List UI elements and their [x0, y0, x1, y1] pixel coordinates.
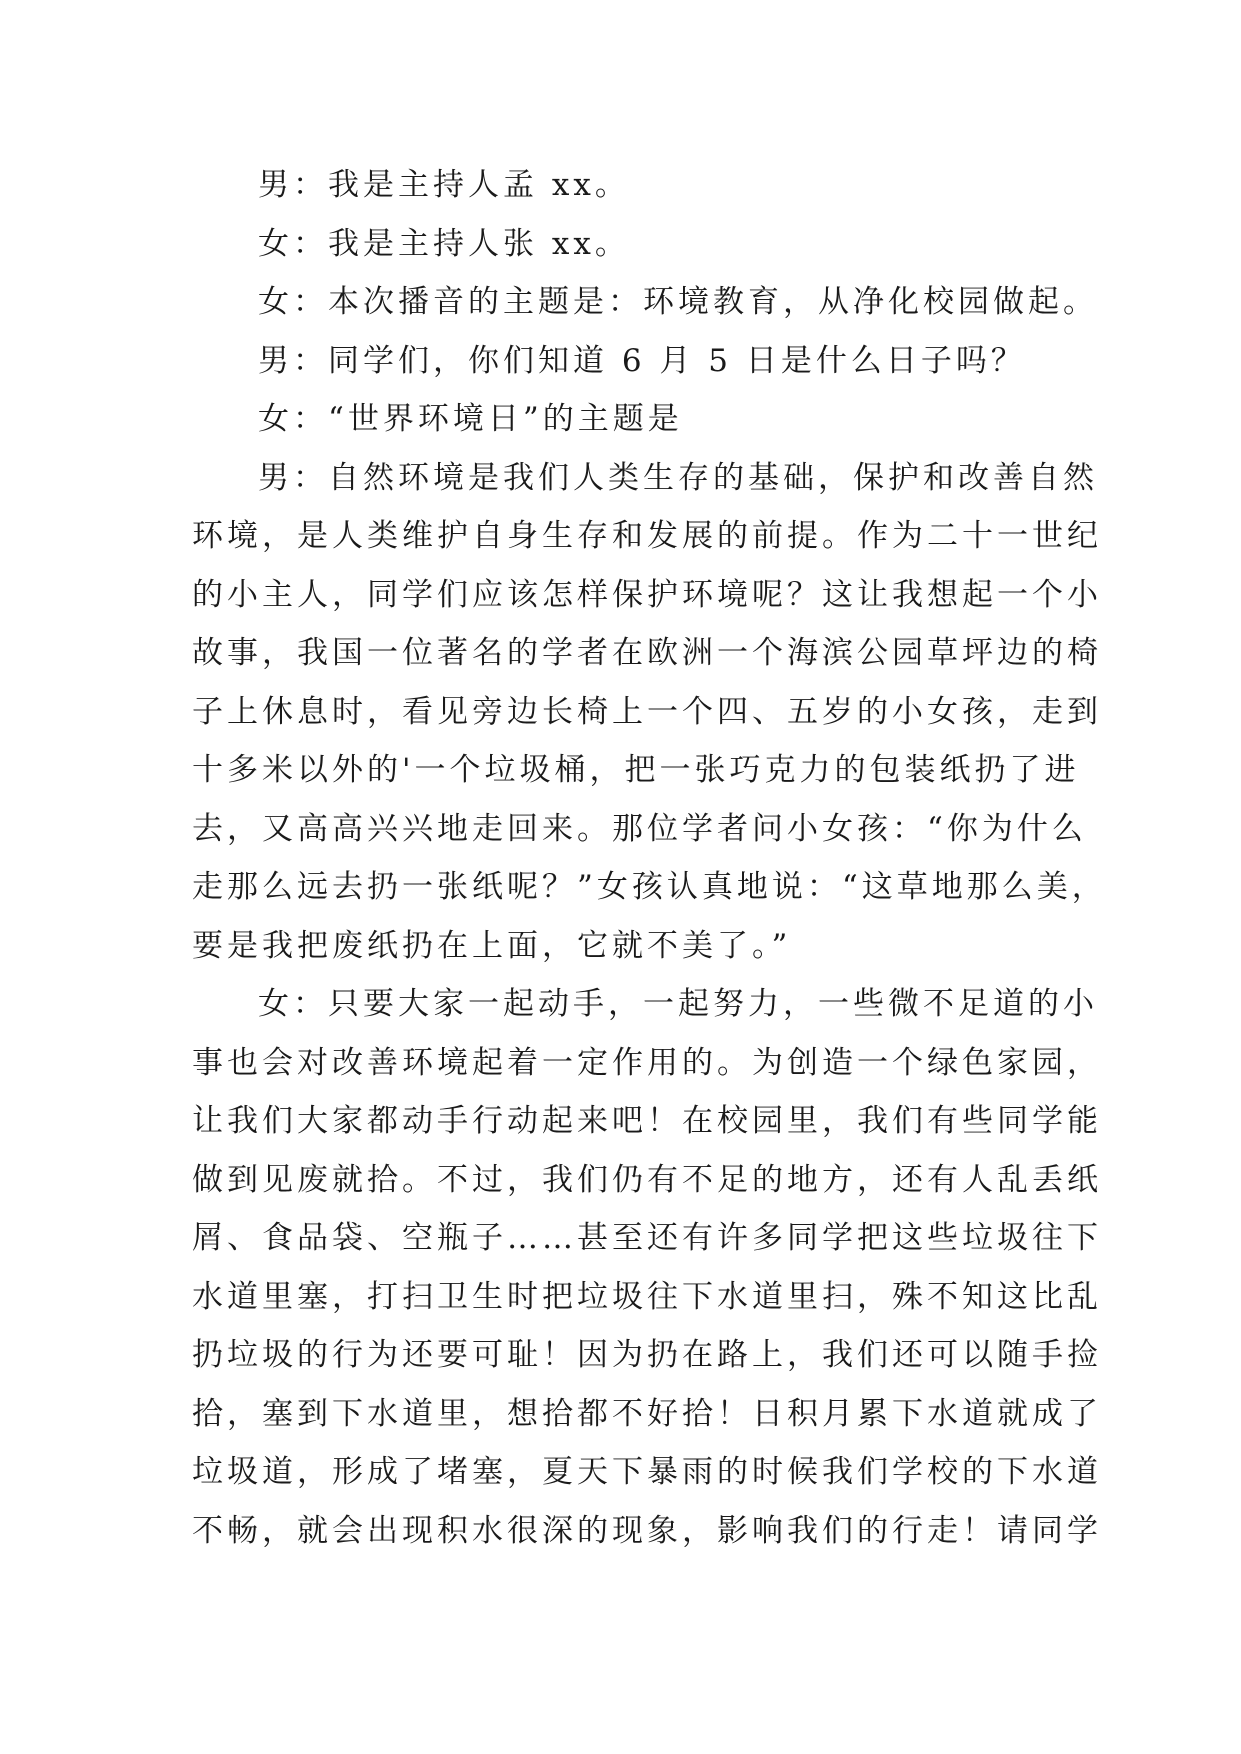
paragraph-line: 拾，塞到下水道里，想拾都不好拾！日积月累下水道就成了 [192, 1395, 1102, 1432]
paragraph-line: 子上休息时，看见旁边长椅上一个四、五岁的小女孩，走到 [192, 693, 1102, 730]
dialogue-line-theme: 女：本次播音的主题是：环境教育，从净化校园做起。 [258, 284, 1098, 320]
paragraph-line: 环境，是人类维护自身生存和发展的前提。作为二十一世纪 [192, 518, 1102, 554]
paragraph-line: 让我们大家都动手行动起来吧！在校园里，我们有些同学能 [192, 1103, 1102, 1139]
dialogue-line-male-intro: 男：我是主持人孟 xx。 [258, 167, 630, 203]
dialogue-line-question: 男：同学们，你们知道 6 月 5 日是什么日子吗？ [258, 342, 1026, 379]
paragraph-line: 的小主人，同学们应该怎样保护环境呢？这让我想起一个小 [192, 576, 1102, 613]
paragraph-line: 男：自然环境是我们人类生存的基础，保护和改善自然 [258, 459, 1098, 496]
paragraph-line: 屑、食品袋、空瓶子……甚至还有许多同学把这些垃圾往下 [192, 1220, 1102, 1256]
paragraph-line: 事也会对改善环境起着一定作用的。为创造一个绿色家园， [192, 1044, 1102, 1081]
paragraph-line: 水道里塞，打扫卫生时把垃圾往下水道里扫，殊不知这比乱 [192, 1278, 1102, 1315]
paragraph-line: 垃圾道，形成了堵塞，夏天下暴雨的时候我们学校的下水道 [192, 1454, 1102, 1490]
paragraph-line: 十多米以外的'一个垃圾桶，把一张巧克力的包装纸扔了进 [192, 752, 1080, 788]
paragraph-line: 要是我把废纸扔在上面，它就不美了。” [192, 927, 792, 964]
paragraph-line: 故事，我国一位著名的学者在欧洲一个海滨公园草坪边的椅 [192, 635, 1102, 671]
paragraph-line: 女：只要大家一起动手，一起努力，一些微不足道的小 [258, 986, 1098, 1022]
paragraph-line: 去，又高高兴兴地走回来。那位学者问小女孩：“你为什么 [192, 810, 1087, 847]
paragraph-line: 做到见废就拾。不过，我们仍有不足的地方，还有人乱丢纸 [192, 1161, 1102, 1198]
dialogue-line-environment-day: 女：“世界环境日”的主题是 [258, 401, 683, 437]
document-body [192, 156, 1107, 1560]
paragraph-line: 扔垃圾的行为还要可耻！因为扔在路上，我们还可以随手捡 [192, 1337, 1102, 1373]
paragraph-line: 不畅，就会出现积水很深的现象，影响我们的行走！请同学 [192, 1512, 1102, 1549]
dialogue-line-female-intro: 女：我是主持人张 xx。 [258, 225, 630, 262]
paragraph-line: 走那么远去扔一张纸呢？”女孩认真地说：“这草地那么美， [192, 869, 1107, 905]
